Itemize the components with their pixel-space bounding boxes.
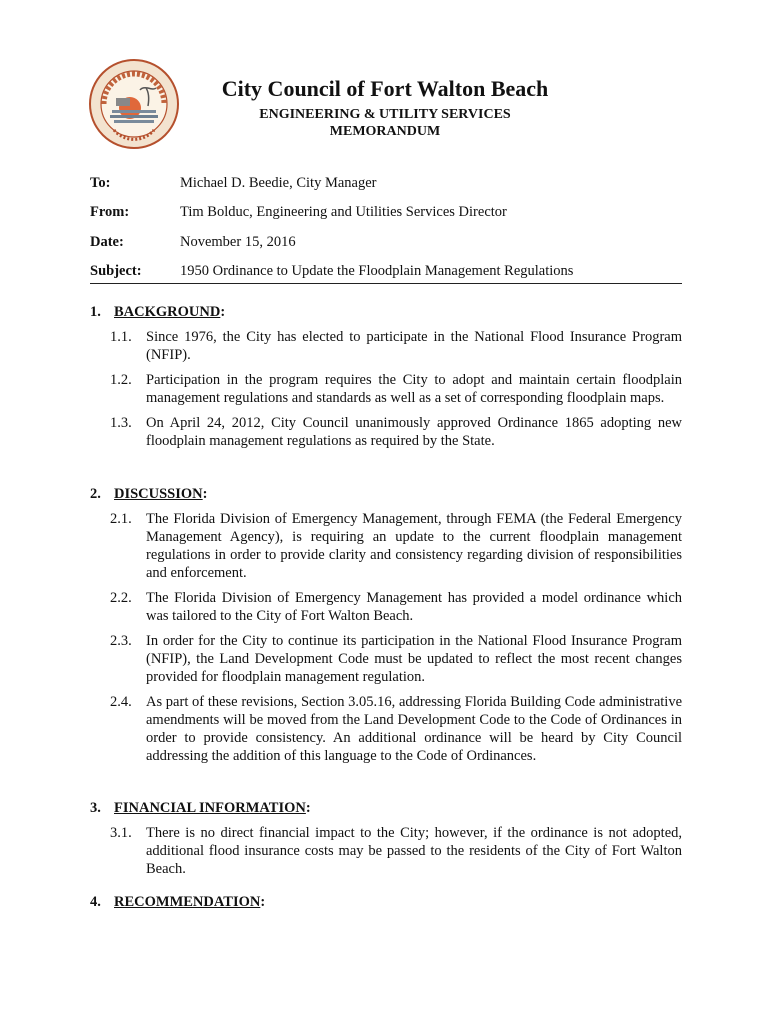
list-item: 3.1. There is no direct financial impact to the City; however, if the ordinance is not adopted, additional flood insurance costs may be passed to the residents of the City of Fort Walton Beach. <box>110 825 682 877</box>
list-item: 2.2. The Florida Division of Emergency Management has provided a model ordinance which was tailored to the City of Fort Walton Beach. <box>110 590 682 624</box>
to-value: Michael D. Beedie, City Manager <box>180 175 377 191</box>
date-value: November 15, 2016 <box>180 234 296 250</box>
section-heading: 3. FINANCIAL INFORMATION: <box>90 800 311 816</box>
letterhead <box>190 76 580 140</box>
section-heading: 1. BACKGROUND: <box>90 304 226 320</box>
city-seal-icon <box>88 58 180 150</box>
list-item: 2.1. The Florida Division of Emergency Management, through FEMA (the Federal Emergency Management Agency), is requiring an update to the current floodplain management regulations in order to provide clarity and consistency regarding division of responsibilities and enforcement. <box>110 511 682 581</box>
date-label: Date: <box>90 234 124 250</box>
council-title: City Council of Fort Walton Beach <box>221 76 549 101</box>
subject-value: 1950 Ordinance to Update the Floodplain Management Regulations <box>180 263 574 279</box>
section-background <box>90 303 682 450</box>
from-value: Tim Bolduc, Engineering and Utilities Services Director <box>180 204 507 220</box>
list-item: 1.3. On April 24, 2012, City Council unanimously approved Ordinance 1865 adopting new floodplain management regulations as required by the State. <box>110 415 682 449</box>
from-label: From: <box>90 204 130 220</box>
to-label: To: <box>90 175 111 191</box>
list-item: 2.3. In order for the City to continue its participation in the National Flood Insurance Program (NFIP), the Land Development Code must be updated to reflect the most recent changes provided for floodplain management regulation. <box>110 633 682 685</box>
section-discussion <box>90 485 682 765</box>
section-financial-information <box>90 799 682 878</box>
department-name: ENGINEERING & UTILITY SERVICES <box>259 107 511 122</box>
section-heading: 2. DISCUSSION: <box>90 486 208 502</box>
header-divider <box>90 283 682 284</box>
section-heading: 4. RECOMMENDATION: <box>90 894 266 910</box>
subject-label: Subject: <box>90 263 142 279</box>
list-item: 1.1. Since 1976, the City has elected to participate in the National Flood Insurance Program (NFIP). <box>110 329 682 363</box>
list-item: 2.4. As part of these revisions, Section 3.05.16, addressing Florida Building Code administrative amendments will be moved from the Land Development Code to the Code of Ordinances in order to provide consistency. An additional ordinance will be heard by City Council addressing the addition of this language to the Code of Ordinances. <box>110 694 682 764</box>
list-item: 1.2. Participation in the program requires the City to adopt and maintain certain floodplain management regulations and standards as well as a set of corresponding floodplain maps. <box>110 372 682 406</box>
document-type: MEMORANDUM <box>329 124 441 139</box>
section-recommendation <box>90 893 682 911</box>
